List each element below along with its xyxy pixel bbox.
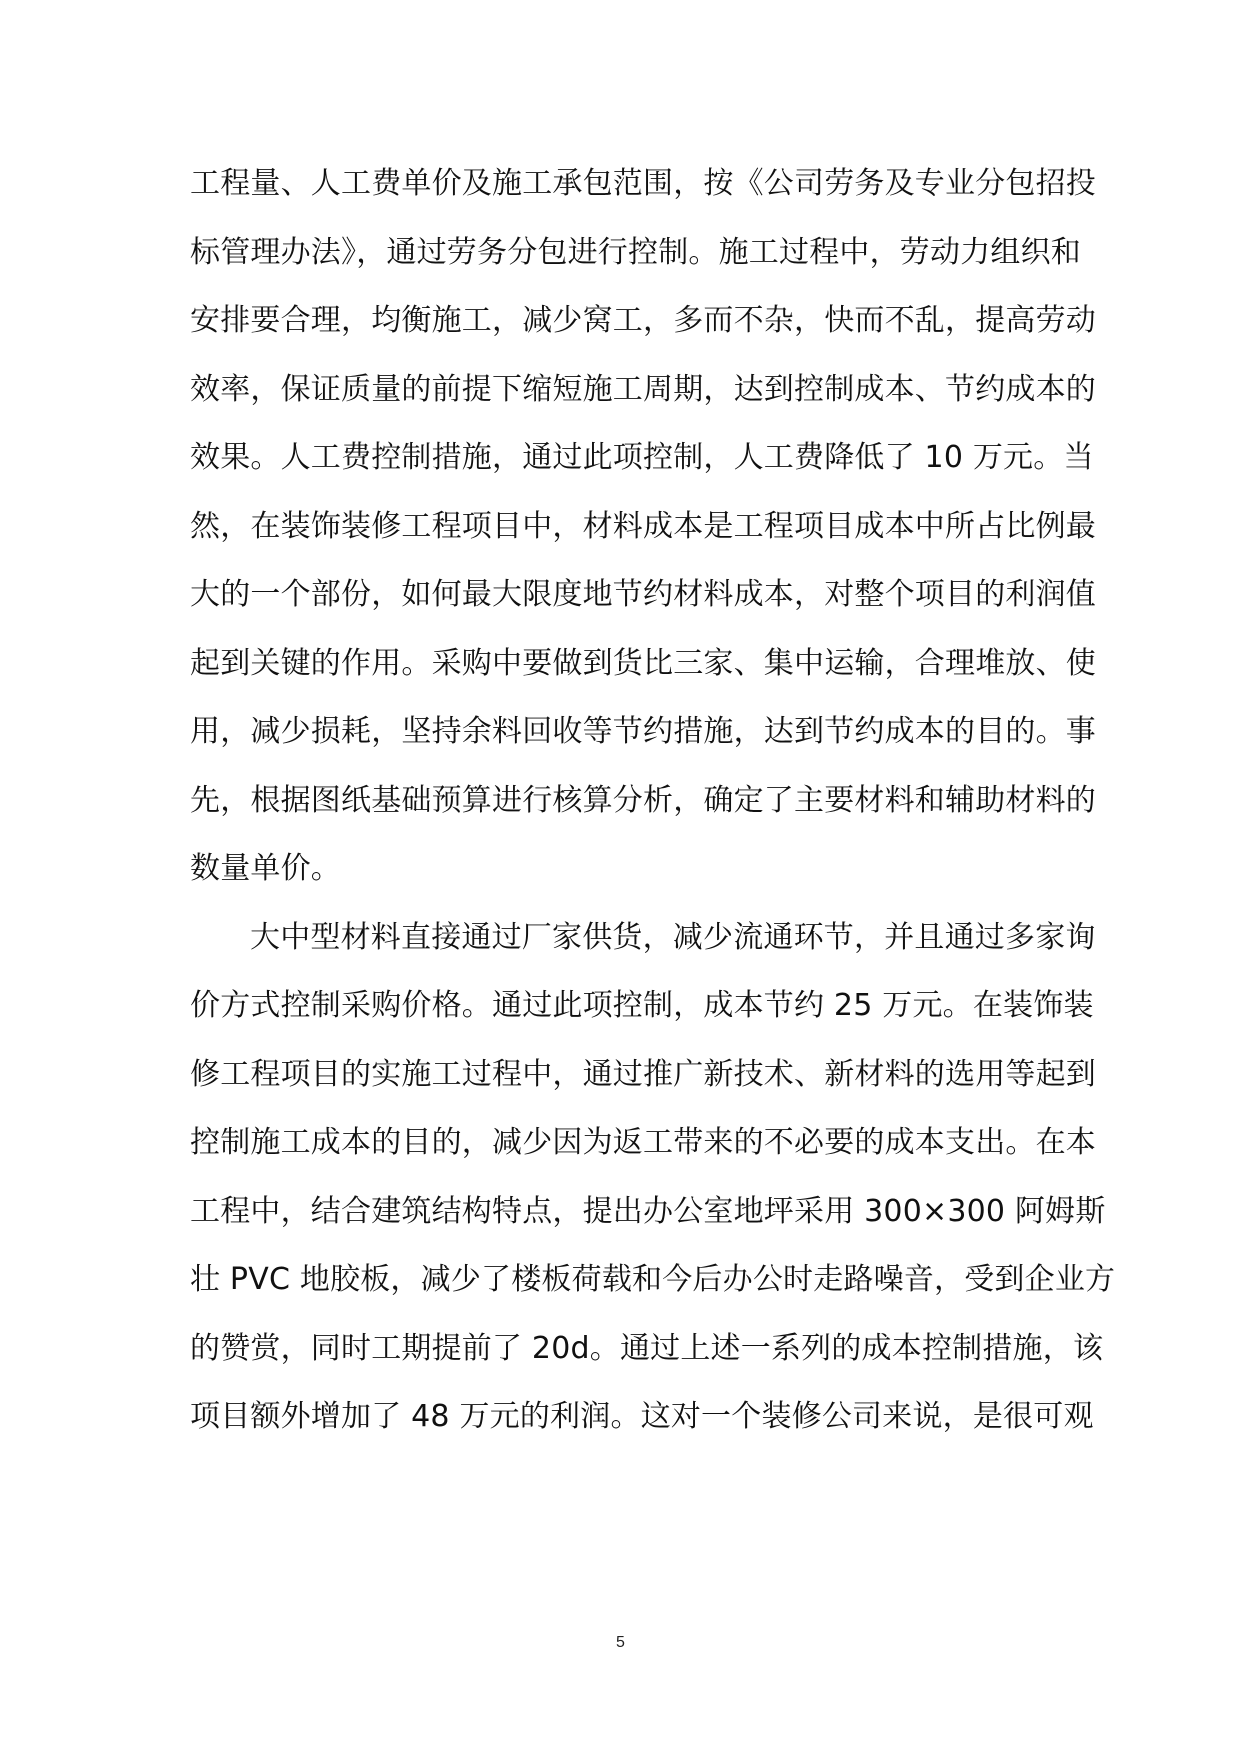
text-line: 效果。人工费控制措施，通过此项控制，人工费降低了 10 万元。当 <box>190 440 1094 475</box>
text-line: 项目额外增加了 48 万元的利润。这对一个装修公司来说，是很可观 <box>190 1399 1094 1434</box>
text-line: 工程中，结合建筑结构特点，提出办公室地坪采用 300×300 阿姆斯 <box>190 1193 1106 1229</box>
text-line: 用，减少损耗，坚持余料回收等节约措施，达到节约成本的目的。事 <box>190 714 1096 749</box>
body-text <box>190 150 1116 1452</box>
text-line: 数量单价。 <box>190 851 341 886</box>
text-line: 的赞赏，同时工期提前了 20d。通过上述一系列的成本控制措施，该 <box>190 1330 1104 1366</box>
text-line: 修工程项目的实施工过程中，通过推广新技术、新材料的选用等起到 <box>190 1056 1096 1092</box>
text-line: 标管理办法》，通过劳务分包进行控制。施工过程中，劳动力组织和 <box>190 234 1081 270</box>
text-line: 价方式控制采购价格。通过此项控制，成本节约 25 万元。在装饰装 <box>190 988 1094 1023</box>
text-line: 安排要合理，均衡施工，减少窝工，多而不杂，快而不乱，提高劳动 <box>190 303 1096 338</box>
text-line: 控制施工成本的目的，减少因为返工带来的不必要的成本支出。在本 <box>190 1125 1096 1160</box>
paragraph-1 <box>190 150 1096 904</box>
text-line: 壮 PVC 地胶板，减少了楼板荷载和今后办公时走路噪音，受到企业方 <box>190 1262 1116 1297</box>
text-line: 然，在装饰装修工程项目中，材料成本是工程项目成本中所占比例最 <box>190 508 1096 544</box>
page-number: 5 <box>616 1634 625 1651</box>
text-line: 大的一个部份，如何最大限度地节约材料成本，对整个项目的利润值 <box>190 577 1096 612</box>
text-line: 效率，保证质量的前提下缩短施工周期，达到控制成本、节约成本的 <box>190 371 1096 407</box>
paragraph-2 <box>190 904 1116 1452</box>
text-line: 先，根据图纸基础预算进行核算分析，确定了主要材料和辅助材料的 <box>190 782 1096 818</box>
text-line: 大中型材料直接通过厂家供货，减少流通环节，并且通过多家询 <box>250 919 1096 955</box>
text-line: 工程量、人工费单价及施工承包范围，按《公司劳务及专业分包招投 <box>190 166 1096 201</box>
text-line: 起到关键的作用。采购中要做到货比三家、集中运输，合理堆放、使 <box>190 645 1096 681</box>
